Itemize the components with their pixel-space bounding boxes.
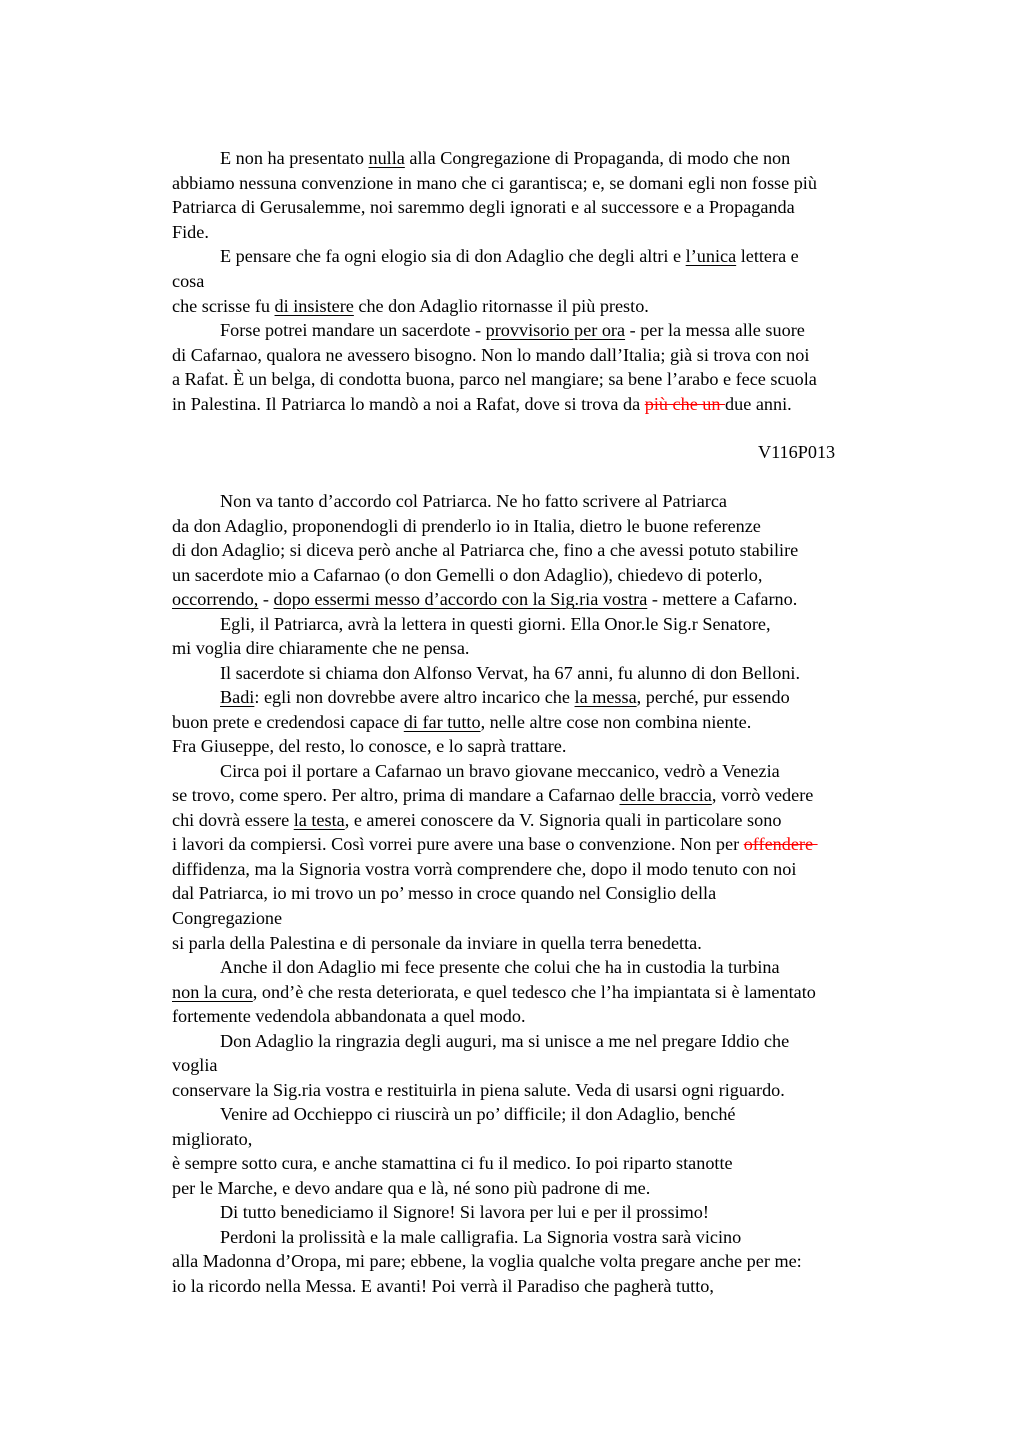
text-segment: migliorato, [172,1128,253,1149]
text-segment: , ond’è che resta deteriorata, e quel tedesco che l’ha impiantata si è lamentato [252,981,816,1002]
text-line [172,1054,217,1076]
text-line [172,515,761,537]
text-segment: : egli non dovrebbe avere altro incarico che [254,687,575,708]
text-line [172,1152,733,1174]
text-line [220,686,790,708]
text-line [172,932,702,954]
text-line [220,662,800,684]
text-segment: Di tutto benediciamo il Signore! Si lavora per lui e per il prossimo! [220,1202,709,1223]
text-segment: - per la messa alle suore [625,320,805,341]
text-segment: dal Patriarca, io mi trovo un po’ messo in croce quando nel Consiglio della [172,883,717,904]
text-segment: Congregazione [172,908,283,928]
text-segment: Anche il don Adaglio mi fece presente che colui che ha in custodia la turbina [220,957,780,978]
text-line [172,196,795,218]
text-line [172,882,716,904]
text-line [220,319,805,341]
text-line [172,539,798,561]
text-segment: Forse potrei mandare un sacerdote - [220,320,486,341]
text-segment: Fide. [172,221,209,242]
text-segment: chi dovrà essere [172,809,294,830]
underlined-text: l’unica [685,246,737,267]
text-line [172,172,817,194]
text-segment: - mettere a Cafarno. [647,589,798,610]
text-segment: per le Marche, e devo andare qua e là, né sono più padrone di me. [172,1177,651,1198]
text-line [172,1079,785,1101]
text-segment: Fra Giuseppe, del resto, lo conosce, e lo saprà trattare. [172,736,567,757]
underlined-text: di far tutto [403,711,481,732]
text-line [172,1275,714,1297]
text-line [220,490,727,512]
text-segment: i lavori da compiersi. Così vorrei pure avere una base o convenzione. Non per [172,834,744,855]
text-line [172,711,751,733]
underlined-text: delle braccia [619,785,712,806]
text-line [220,245,799,267]
underlined-text: Badi [220,687,255,708]
text-line [172,1005,526,1027]
text-segment: Venire ad Occhieppo ci riuscirà un po’ difficile; il don Adaglio, benché [220,1104,736,1125]
text-line [172,784,813,806]
text-line [220,613,771,635]
text-line [220,1030,789,1052]
text-line [172,393,792,415]
text-line [172,735,566,757]
text-segment: lettera e [736,246,799,267]
text-segment: si parla della Palestina e di personale da inviare in quella terra benedetta. [172,932,702,953]
text-segment: mi voglia dire chiaramente che ne pensa. [172,638,470,659]
text-segment: di don Adaglio; si diceva però anche al Patriarca che, fino a che avessi potuto stabilire [172,540,799,561]
struck-through-text: più che un [644,394,726,414]
text-line [172,564,762,586]
text-segment: Patriarca di Gerusalemme, noi saremmo degli ignorati e al successore e a Propaganda [172,197,795,218]
text-segment: Don Adaglio la ringrazia degli auguri, ma si unisce a me nel pregare Iddio che [220,1030,790,1051]
text-segment: io la ricordo nella Messa. E avanti! Poi verrà il Paradiso che pagherà tutto, [172,1275,714,1296]
text-segment: alla Congregazione di Propaganda, di modo che non [404,148,791,168]
text-segment: che don Adaglio ritornasse il più presto. [353,295,649,316]
text-line [220,1226,741,1248]
text-segment: abbiamo nessuna convenzione in mano che ci garantisca; e, se domani egli non fosse più [172,172,817,193]
text-line [220,956,780,978]
text-segment: , nelle altre cose non combina niente. [480,711,752,732]
text-line [220,760,780,782]
underlined-text: di insistere [274,295,354,316]
text-segment: a Rafat. È un belga, di condotta buona, parco nel mangiare; sa bene l’arabo e fece scuola [172,369,817,390]
text-segment: Perdoni la prolissità e la male calligrafia. La Signoria vostra sarà vicino [220,1226,742,1247]
underlined-text: la testa [293,809,345,830]
text-segment: è sempre sotto cura, e anche stamattina ci fu il medico. Io poi riparto stanotte [172,1153,733,1174]
text-segment: voglia [172,1055,218,1076]
text-line [172,270,204,292]
text-segment: cosa [172,271,205,291]
underlined-text: occorrendo, [172,589,259,610]
text-line [172,1250,802,1272]
text-segment: un sacerdote mio a Cafarnao (o don Gemelli o don Adaglio), chiedevo di poterlo, [172,564,763,585]
text-segment: alla Madonna d’Oropa, mi pare; ebbene, la voglia qualche volta pregare anche per me: [172,1251,802,1272]
text-segment: di Cafarnao, qualora ne avessero bisogno. Non lo mando dall’Italia; già si trova con noi [172,344,810,365]
page-reference: V116P013 [758,442,836,462]
text-segment: in Palestina. Il Patriarca lo mandò a noi a Rafat, dove si trova da [172,394,645,414]
text-line [172,588,797,610]
underlined-text: non la cura [172,981,253,1002]
struck-through-text: offendere [743,834,818,855]
text-segment: Il sacerdote si chiama don Alfonso Vervat, ha 67 anni, fu alunno di don Belloni. [220,662,801,683]
text-segment: diffidenza, ma la Signoria vostra vorrà comprendere che, dopo il modo tenuto con noi [172,858,797,879]
text-line [172,1177,650,1199]
text-segment: , vorrò vedere [711,785,814,806]
text-line [172,907,282,929]
text-line [172,1128,252,1150]
text-segment: buon prete e credendosi capace [172,711,404,732]
text-segment: da don Adaglio, proponendogli di prenderlo io in Italia, dietro le buone referenze [172,515,761,536]
text-segment: se trovo, come spero. Per altro, prima di mandare a Cafarnao [172,785,620,806]
text-line [172,221,209,243]
text-segment: Circa poi il portare a Cafarnao un bravo giovane meccanico, vedrò a Venezia [220,760,780,781]
text-line [172,295,649,317]
text-line [172,981,816,1003]
text-segment: Egli, il Patriarca, avrà la lettera in questi giorni. Ella Onor.le Sig.r Senatore, [220,613,771,634]
text-segment: fortemente vedendola abbandonata a quel modo. [172,1006,526,1027]
text-line [172,809,781,831]
text-segment: due anni. [725,394,792,414]
underlined-text: la messa [574,687,637,708]
underlined-text: dopo essermi messo d’accordo con la Sig.ria vostra [273,589,648,610]
underlined-text: nulla [368,148,405,168]
text-line [172,637,469,659]
text-line [172,344,809,366]
text-line [172,858,796,880]
text-segment: E pensare che fa ogni elogio sia di don Adaglio che degli altri e [220,246,686,267]
text-segment: , e amerei conoscere da V. Signoria quali in particolare sono [344,809,782,830]
text-segment: E non ha presentato [220,148,369,168]
text-line [172,833,818,855]
text-segment: che scrisse fu [172,295,275,316]
text-segment: Non va tanto d’accordo col Patriarca. Ne ho fatto scrivere al Patriarca [220,491,727,511]
text-line [172,368,817,390]
text-segment: , perché, pur essendo [636,687,790,708]
text-segment: conservare la Sig.ria vostra e restituirla in piena salute. Veda di usarsi ogni riguardo. [172,1079,785,1100]
text-line [220,1103,735,1125]
text-line [220,147,790,169]
underlined-text: provvisorio per ora [485,320,626,341]
text-line [220,1201,709,1223]
text-segment: - [258,589,274,610]
